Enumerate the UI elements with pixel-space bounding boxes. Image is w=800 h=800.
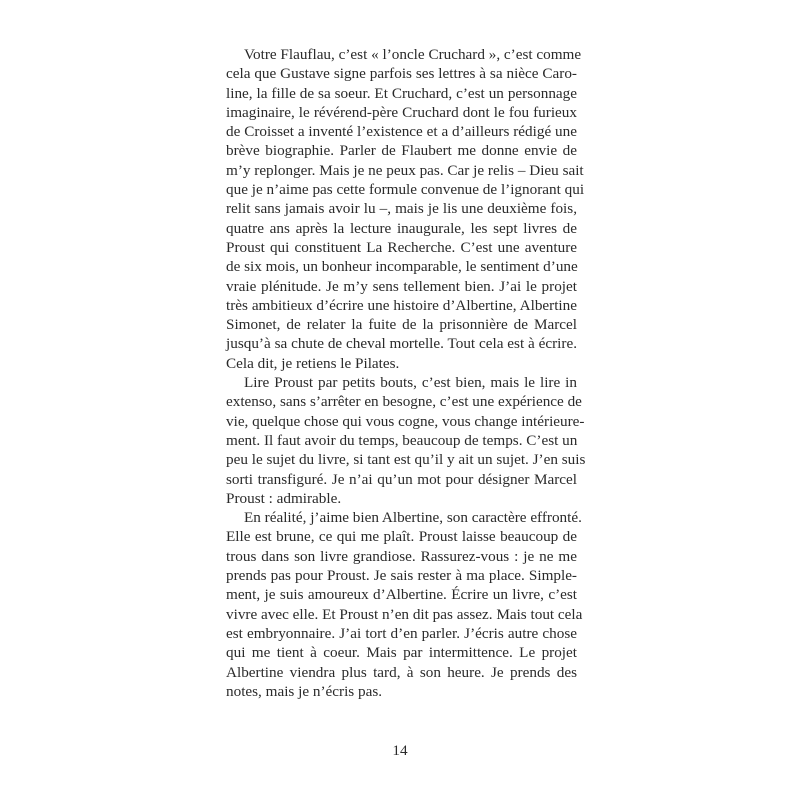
text-line: de Croisset a inventé l’existence et a d’ailleurs rédigé une [226, 123, 577, 141]
text-line: notes, mais je n’écris pas. [226, 682, 383, 700]
text-line: Simonet, de relater la fuite de la prisonnière de Marcel [226, 316, 577, 334]
text-line: prends pas pour Proust. Je sais rester à ma place. Simple- [226, 567, 577, 585]
text-line: qui me tient à coeur. Mais par intermittence. Le projet [226, 644, 577, 662]
text-line: vivre avec elle. Et Proust n’en dit pas assez. Mais tout cela [226, 605, 583, 623]
text-line: Albertine viendra plus tard, à son heure. Je prends des [226, 663, 577, 681]
text-line: extenso, sans s’arrêter en besogne, c’est une expérience de [226, 393, 582, 411]
body-text [226, 45, 586, 701]
text-line: ment, je suis amoureux d’Albertine. Écrire un livre, c’est [226, 586, 577, 604]
text-line: m’y replonger. Mais je ne peux pas. Car je relis – Dieu sait [226, 161, 584, 179]
text-line: imaginaire, le révérend-père Cruchard dont le fou furieux [226, 103, 577, 121]
text-line: peu le sujet du livre, si tant est qu’il y ait un sujet. J’en suis [226, 451, 586, 469]
page-number: 14 [392, 742, 408, 759]
text-line: vie, quelque chose qui vous cogne, vous change intérieure- [226, 412, 585, 430]
paragraph [226, 45, 585, 373]
text-line: trous dans son livre grandiose. Rassurez-vous : je ne me [226, 547, 577, 565]
text-line: est embryonnaire. J’ai tort d’en parler. J’écris autre chose [226, 624, 577, 642]
text-line: brève biographie. Parler de Flaubert me donne envie de [226, 142, 577, 160]
text-line: line, la fille de sa soeur. Et Cruchard, c’est un personnage [226, 84, 577, 102]
text-line: Proust qui constituent La Recherche. C’est une aventure [226, 238, 577, 256]
text-line: quatre ans après la lecture inaugurale, les sept livres de [226, 219, 577, 237]
text-line: cela que Gustave signe parfois ses lettres à sa nièce Caro- [226, 65, 577, 83]
text-line: ment. Il faut avoir du temps, beaucoup de temps. C’est un [226, 431, 578, 449]
text-line: Lire Proust par petits bouts, c’est bien, mais le lire in [244, 374, 577, 392]
text-line: relit sans jamais avoir lu –, mais je lis une deuxième fois, [226, 200, 577, 218]
text-line: vraie plénitude. Je m’y sens tellement bien. J’ai le projet [226, 277, 577, 295]
text-line: Proust : admirable. [226, 489, 342, 507]
paragraph [226, 508, 583, 701]
text-line: Votre Flauflau, c’est « l’oncle Cruchard », c’est comme [244, 46, 582, 63]
text-line: de six mois, un bonheur incomparable, le sentiment d’une [226, 258, 578, 276]
paragraph [226, 373, 586, 508]
text-line: Elle est brune, ce qui me plaît. Proust laisse beaucoup de [226, 528, 577, 546]
text-line: sorti transfiguré. Je n’ai qu’un mot pour désigner Marcel [226, 470, 577, 488]
text-line: Cela dit, je retiens le Pilates. [226, 354, 400, 372]
text-line: jusqu’à sa chute de cheval mortelle. Tout cela est à écrire. [226, 335, 577, 353]
text-line: que je n’aime pas cette formule convenue de l’ignorant qui [226, 181, 585, 199]
text-line: En réalité, j’aime bien Albertine, son caractère effronté. [244, 509, 582, 527]
text-line: très ambitieux d’écrire une histoire d’Albertine, Albertine [226, 296, 577, 314]
